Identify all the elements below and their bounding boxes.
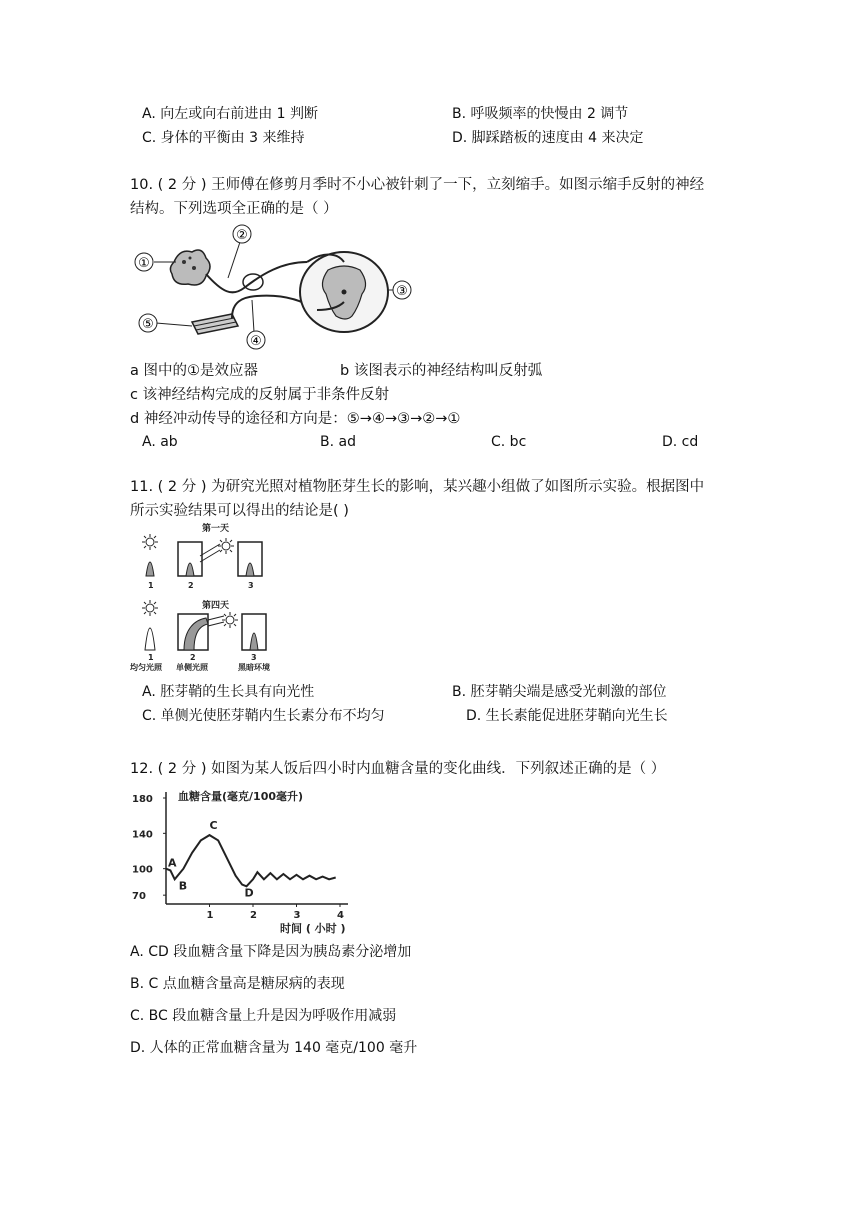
- blood-glucose-chart: [130, 784, 380, 936]
- q9-option-a: A. 向左或向右前进由 1 判断: [142, 106, 319, 122]
- point-label-c: C: [209, 819, 218, 833]
- label-1: ①: [138, 256, 150, 271]
- x-tick-label: 2: [250, 910, 257, 921]
- q10-stem-line2: 结构。下列选项全正确的是（ ）: [130, 201, 338, 217]
- day1-label: 第一天: [202, 524, 230, 534]
- sun-icon: [222, 612, 238, 628]
- q10-option-a: A. ab: [142, 434, 178, 450]
- q11-stem-line2: 所示实验结果可以得出的结论是( ): [130, 503, 349, 519]
- x-tick-label: 1: [206, 910, 214, 921]
- plant-num-1: 1: [148, 581, 154, 590]
- q10-statement-b: b 该图表示的神经结构叫反射弧: [340, 363, 543, 379]
- plant-num-3b: 3: [251, 653, 257, 662]
- q10-stem-line1: 10. ( 2 分 ) 王师傅在修剪月季时不小心被针刺了一下，立刻缩手。如图示缩手反射的神经: [130, 177, 705, 193]
- plant-num-2b: 2: [190, 653, 196, 662]
- q11-option-d: D. 生长素能促进胚芽鞘向光生长: [466, 708, 668, 724]
- q10-option-d: D. cd: [662, 434, 699, 450]
- q10-statement-d: d 神经冲动传导的途径和方向是：⑤→④→③→②→①: [130, 411, 461, 427]
- q12-option-c: C. BC 段血糖含量上升是因为呼吸作用减弱: [130, 1008, 397, 1024]
- sun-icon: [218, 538, 234, 554]
- sun-icon: [142, 534, 158, 550]
- q11-option-b: B. 胚芽鞘尖端是感受光刺激的部位: [452, 684, 667, 700]
- q12-option-a: A. CD 段血糖含量下降是因为胰岛素分泌增加: [130, 944, 412, 960]
- q11-option-c: C. 单侧光使胚芽鞘内生长素分布不均匀: [142, 708, 385, 724]
- condition-uniform: 均匀光照: [130, 663, 162, 672]
- label-2: ②: [236, 228, 248, 243]
- y-tick-label: 100: [132, 864, 153, 876]
- plant-num-1b: 1: [148, 653, 154, 662]
- chart-xlabel: 时间 ( 小时 ): [280, 922, 346, 935]
- point-label-d: D: [244, 886, 254, 900]
- label-5: ⑤: [142, 317, 154, 332]
- y-tick-label: 180: [132, 794, 153, 805]
- coleoptile-experiment-figure: [130, 520, 290, 674]
- y-tick-label: 70: [132, 891, 146, 903]
- q10-statement-c: c 该神经结构完成的反射属于非条件反射: [130, 387, 390, 403]
- reflex-arc-figure: [132, 222, 422, 352]
- day4-label: 第四天: [202, 601, 230, 611]
- sun-icon: [142, 600, 158, 616]
- q10-option-c: C. bc: [491, 434, 527, 450]
- plant-num-2: 2: [188, 581, 194, 590]
- plant-num-3: 3: [248, 581, 254, 590]
- chart-title: 血糖含量(毫克/100毫升): [178, 790, 304, 803]
- condition-dark: 黑暗环境: [238, 663, 270, 672]
- point-label-b: B: [178, 879, 188, 893]
- q10-option-b: B. ad: [320, 434, 356, 450]
- point-label-a: A: [168, 856, 177, 870]
- q12-option-b: B. C 点血糖含量高是糖尿病的表现: [130, 976, 345, 992]
- q9-option-c: C. 身体的平衡由 3 来维持: [142, 130, 305, 146]
- q12-option-d: D. 人体的正常血糖含量为 140 毫克/100 毫升: [130, 1040, 418, 1056]
- x-tick-label: 4: [337, 910, 344, 921]
- q9-option-b: B. 呼吸频率的快慢由 2 调节: [452, 106, 629, 122]
- condition-unilateral: 单侧光照: [176, 663, 208, 672]
- glucose-series-line: [166, 835, 336, 886]
- y-tick-label: 140: [132, 829, 153, 841]
- label-4: ④: [250, 334, 262, 349]
- x-tick-label: 3: [293, 910, 301, 921]
- q11-stem-line1: 11. ( 2 分 ) 为研究光照对植物胚芽生长的影响，某兴趣小组做了如图所示实验。根据图中: [130, 479, 705, 495]
- label-3: ③: [396, 284, 408, 299]
- q10-statement-a: a 图中的①是效应器: [130, 363, 258, 379]
- q12-stem: 12. ( 2 分 ) 如图为某人饭后四小时内血糖含量的变化曲线．下列叙述正确的是（ ）: [130, 761, 666, 777]
- q9-option-d: D. 脚踩踏板的速度由 4 来决定: [452, 130, 644, 146]
- q11-option-a: A. 胚芽鞘的生长具有向光性: [142, 684, 315, 700]
